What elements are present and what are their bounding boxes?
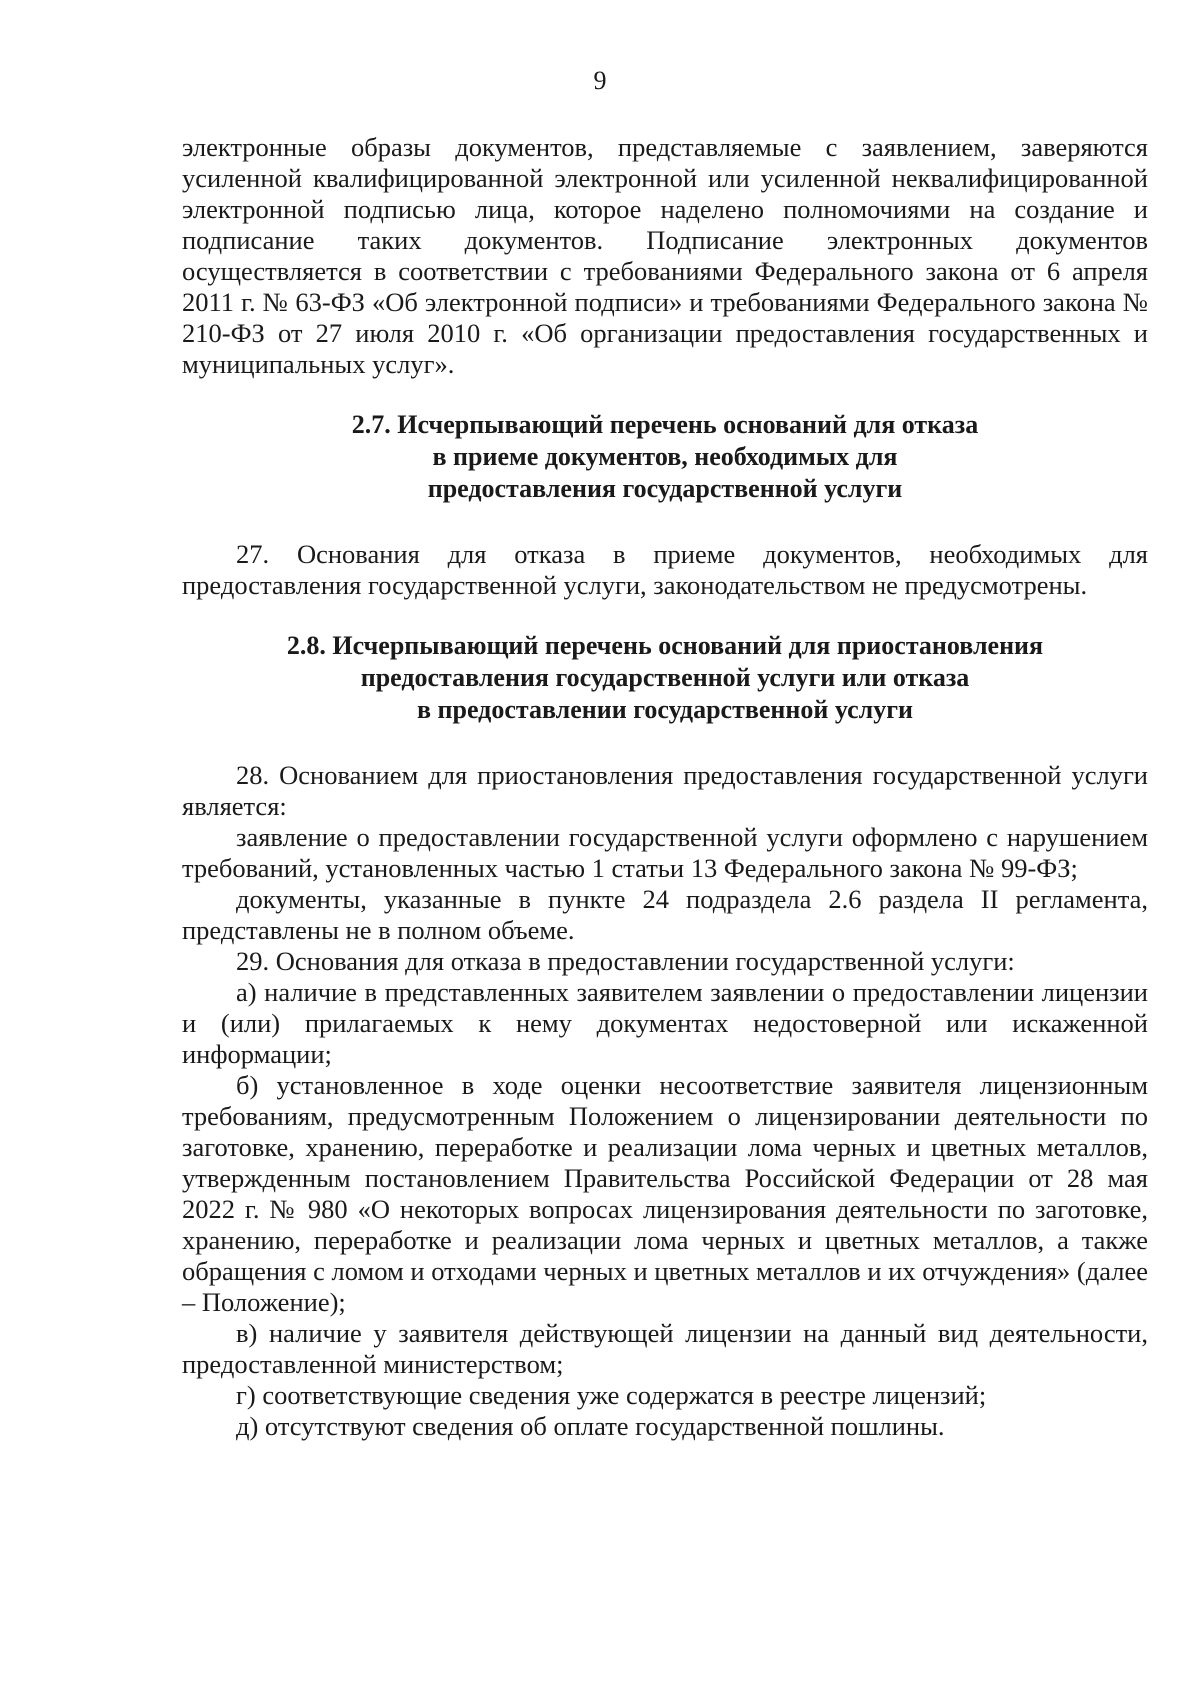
heading-line: в предоставлении государственной услуги <box>416 695 913 724</box>
paragraph-28: 28. Основанием для приостановления предоставления государственной услуги является: <box>182 760 1148 821</box>
heading-line: предоставления государственной услуги или отказа <box>360 663 970 692</box>
paragraph-28-item-1: заявление о предоставлении государственной услуги оформлено с нарушением требований, установленных частью 1 статьи 13 Федерального закона № 99-ФЗ; <box>182 822 1148 883</box>
paragraph-28-item-2: документы, указанные в пункте 24 подраздела 2.6 раздела II регламента, представлены не в полном объеме. <box>182 884 1148 945</box>
heading-line: 2.7. Исчерпывающий перечень оснований для отказа <box>351 410 979 439</box>
paragraph-29-item-a: а) наличие в представленных заявителем заявлении о предоставлении лицензии и (или) прилагаемых к нему документах недостоверной или искаженной информации; <box>182 977 1148 1069</box>
paragraph-intro: электронные образы документов, представляемые с заявлением, заверяются усиленной квалифицированной электронной или усиленной неквалифицированной электронной подписью лица, которое наделено полномочиями на создание и подписание таких документов. Подписание электронных документов осуществляется в соответствии с требованиями Федерального закона от 6 апреля 2011 г. № 63-ФЗ «Об электронной подписи» и требованиями Федерального закона № 210-ФЗ от 27 июля 2010 г. «Об организации предоставления государственных и муниципальных услуг». <box>182 132 1148 379</box>
paragraph-29-item-g: г) соответствующие сведения уже содержатся в реестре лицензий; <box>236 1380 987 1410</box>
paragraph-29-item-v: в) наличие у заявителя действующей лицензии на данный вид деятельности, предоставленной министерством; <box>182 1318 1148 1379</box>
paragraph-27: 27. Основания для отказа в приеме документов, необходимых для предоставления государственной услуги, законодательством не предусмотрены. <box>182 539 1148 600</box>
heading-line: предоставления государственной услуги <box>427 474 903 503</box>
page-number: 9 <box>593 66 607 95</box>
section-heading-2-8 <box>182 630 1148 726</box>
heading-line: в приеме документов, необходимых для <box>432 442 898 471</box>
paragraph-29-item-d: д) отсутствуют сведения об оплате государственной пошлины. <box>236 1411 945 1441</box>
paragraph-29: 29. Основания для отказа в предоставлении государственной услуги: <box>236 946 1015 976</box>
document-body <box>182 132 1148 1442</box>
heading-line: 2.8. Исчерпывающий перечень оснований для приостановления <box>286 631 1044 660</box>
paragraph-29-item-b: б) установленное в ходе оценки несоответствие заявителя лицензионным требованиям, предусмотренным Положением о лицензировании деятельности по заготовке, хранению, переработке и реализации лома черных и цветных металлов, утвержденным постановлением Правительства Российской Федерации от 28 мая 2022 г. № 980 «О некоторых вопросах лицензирования деятельности по заготовке, хранению, переработке и реализации лома черных и цветных металлов, а также обращения с ломом и отходами черных и цветных металлов и их отчуждения» (далее – Положение); <box>182 1070 1148 1317</box>
section-heading-2-7 <box>182 409 1148 505</box>
